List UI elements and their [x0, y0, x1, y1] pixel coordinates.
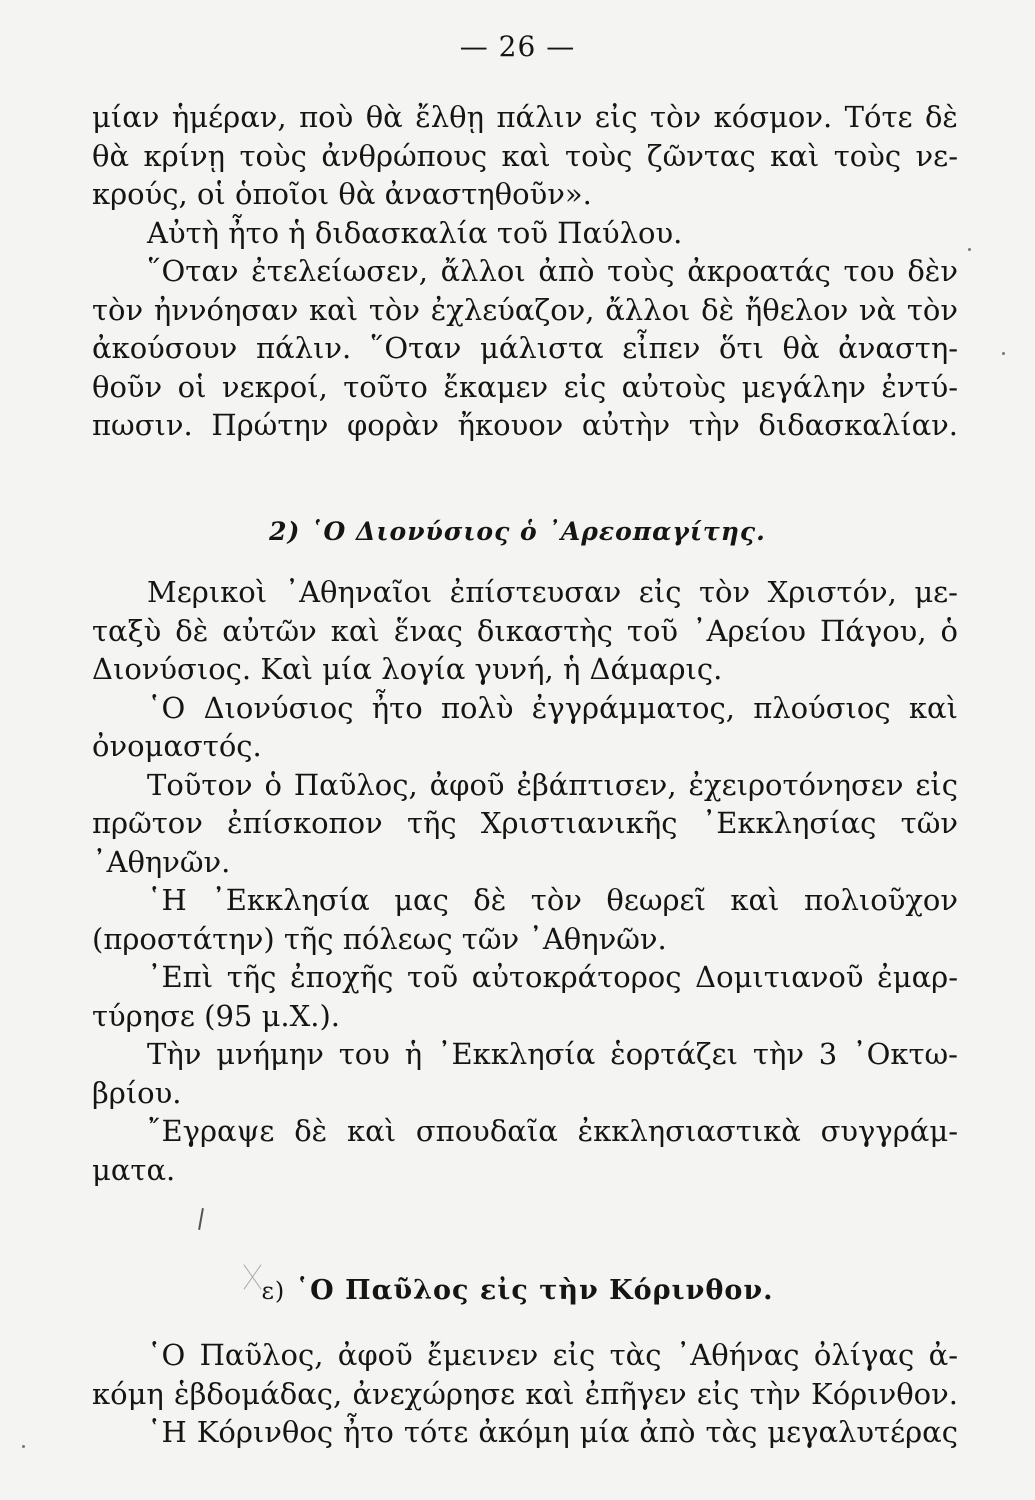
text-line: θοῦν οἱ νεκροί, τοῦτο ἔκαμεν εἰς αὐτοὺς μεγάλην ἐντύ- [92, 369, 958, 404]
text-line: Μερικοὶ ᾿Αθηναῖοι ἐπίστευσαν εἰς τὸν Χριστόν, με- [147, 575, 958, 609]
scan-speck [22, 1445, 25, 1448]
text-line: ᾿Επὶ τῆς ἐποχῆς τοῦ αὐτοκράτορος Δομιτιανοῦ ἐμαρ- [147, 960, 958, 994]
section-title: ῾Ο Παῦλος εἰς τὴν Κόρινθον. [295, 1275, 774, 1306]
text-line: μίαν ἡμέραν, ποὺ θὰ ἔλθῃ πάλιν εἰς τὸν κόσμον. Τότε δὲ [92, 100, 958, 134]
section-heading-corinth [0, 1275, 1035, 1306]
text-line: τὸν ἠννόησαν καὶ τὸν ἐχλεύαζον, ἄλλοι δὲ ἤθελον νὰ τὸν [92, 292, 958, 327]
text-line: πωσιν. Πρώτην φορὰν ἤκουον αὐτὴν τὴν διδασκαλίαν. [92, 408, 958, 442]
text-line: ῞Οταν ἐτελείωσεν, ἄλλοι ἀπὸ τοὺς ἀκροατάς του δὲν [147, 254, 958, 288]
text-line: ῾Ο Διονύσιος ἦτο πολὺ ἐγγράμματος, πλούσιος καὶ [147, 690, 958, 725]
scan-speck [968, 248, 971, 251]
text-line: Διονύσιος. Καὶ μία λογία γυνή, ἡ Δάμαρις. [92, 652, 723, 686]
text-line: θὰ κρίνῃ τοὺς ἀνθρώπους καὶ τοὺς ζῶντας καὶ τοὺς νε- [92, 138, 958, 173]
text-line: ῾Η Κόρινθος ἦτο τότε ἀκόμη μία ἀπὸ τὰς μεγαλυτέρας [147, 1415, 958, 1449]
text-line: τύρησε (95 μ.Χ.). [92, 998, 341, 1033]
text-line: βρίου. [92, 1075, 182, 1110]
text-line: Αὐτὴ ἦτο ἡ διδασκαλία τοῦ Παύλου. [147, 215, 683, 250]
text-line: Τοῦτον ὁ Παῦλος, ἀφοῦ ἐβάπτισεν, ἐχειροτόνησεν εἰς [147, 767, 958, 802]
text-line: ῾Η ᾿Εκκλησία μας δὲ τὸν θεωρεῖ καὶ πολιοῦχον [147, 883, 958, 917]
text-line: ῎Εγραψε δὲ καὶ σπουδαῖα ἐκκλησιαστικὰ συγγράμ- [147, 1114, 958, 1148]
page-number: — 26 — [459, 30, 576, 63]
text-line: κόμη ἑβδομάδας, ἀνεχώρησε καὶ ἐπῆγεν εἰς τὴν Κόρινθον. [92, 1376, 958, 1411]
text-line: (προστάτην) τῆς πόλεως τῶν ᾿Αθηνῶν. [92, 921, 667, 956]
paragraph-block-2 [92, 573, 958, 1189]
text-line: πρῶτον ἐπίσκοπον τῆς Χριστιανικῆς ᾿Εκκλησίας τῶν [92, 806, 958, 840]
text-line: κρούς, οἱ ὁποῖοι θὰ ἀναστηθοῦν». [92, 177, 592, 211]
text-line: ματα. [92, 1152, 176, 1187]
section-number: ε) [261, 1277, 286, 1305]
text-line: ἀκούσουν πάλιν. ῞Οταν μάλιστα εἶπεν ὅτι θὰ ἀναστη- [92, 331, 958, 365]
text-line: ῾Ο Παῦλος, ἀφοῦ ἔμεινεν εἰς τὰς ᾿Αθήνας ὀλίγας ἀ- [147, 1338, 958, 1372]
text-line: ᾿Αθηνῶν. [92, 844, 231, 879]
text-line: ὀνομαστός. [92, 729, 262, 763]
section-heading-dionysios: 2) ῾Ο Διονύσιος ὁ ᾿Αρεοπαγίτης. [269, 517, 766, 546]
paragraph-block-3 [92, 1336, 958, 1452]
paragraph-block-1 [92, 98, 958, 445]
scan-speck [1002, 352, 1005, 355]
pencil-mark [198, 1208, 204, 1230]
text-line: Τὴν μνήμην του ἡ ᾿Εκκλησία ἑορτάζει τὴν 3 ᾿Οκτω- [147, 1037, 958, 1071]
text-line: ταξὺ δὲ αὐτῶν καὶ ἕνας δικαστὴς τοῦ ᾿Αρείου Πάγου, ὁ [92, 613, 958, 648]
